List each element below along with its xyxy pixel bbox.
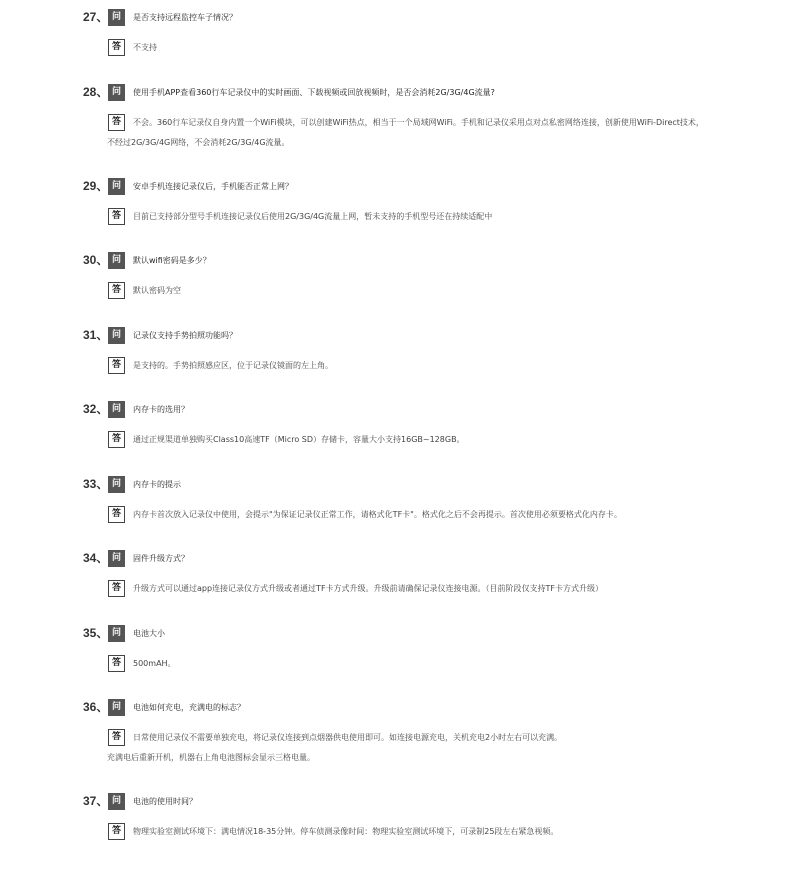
answer-text: 不会。360行车记录仪自身内置一个WiFi模块，可以创建WiFi热点，相当于一个局域网WiFi。手机和记录仪采用点对点私密网络连接，创新使用WiFi-Direct技术， [133, 118, 704, 127]
question-row [0, 476, 810, 494]
answer-badge-icon: 答 [108, 655, 125, 672]
question-badge-icon: 问 [108, 699, 125, 716]
answer-text: 目前已支持部分型号手机连接记录仪后使用2G/3G/4G流量上网，暂未支持的手机型号还在持续适配中 [133, 212, 493, 221]
question-row [0, 84, 810, 102]
question-badge-icon: 问 [108, 401, 125, 418]
question-text: 电池大小 [133, 629, 165, 638]
question-badge-icon: 问 [108, 550, 125, 567]
answer-badge-icon: 答 [108, 431, 125, 448]
question-row [0, 327, 810, 345]
answer-text: 日常使用记录仪不需要单独充电，将记录仪连接到点烟器供电使用即可。如连接电源充电，关机充电2小时左右可以充满。 [133, 733, 563, 742]
answer-text: 500mAH。 [133, 659, 176, 668]
question-row [0, 550, 810, 568]
question-row [0, 401, 810, 419]
question-number: 30、 [83, 253, 109, 267]
question-text: 使用手机APP查看360行车记录仪中的实时画面、下载视频或回放视频时，是否会消耗2G/3G/4G流量? [133, 88, 495, 97]
answer-badge-icon: 答 [108, 208, 125, 225]
question-text: 固件升级方式？ [133, 554, 189, 563]
question-text: 记录仪支持手势拍照功能吗？ [133, 331, 237, 340]
question-number: 33、 [83, 477, 109, 491]
question-badge-icon: 问 [108, 178, 125, 195]
question-text: 默认wifi密码是多少？ [133, 256, 211, 265]
question-number: 32、 [83, 402, 109, 416]
answer-text-continued: 充满电后重新开机，机器右上角电池图标会显示三格电量。 [107, 753, 315, 762]
question-number: 31、 [83, 328, 109, 342]
question-number: 37、 [83, 794, 109, 808]
question-badge-icon: 问 [108, 9, 125, 26]
question-badge-icon: 问 [108, 625, 125, 642]
question-text: 内存卡的选用？ [133, 405, 189, 414]
question-row [0, 9, 810, 27]
question-row [0, 699, 810, 717]
question-row [0, 625, 810, 643]
question-number: 35、 [83, 626, 109, 640]
answer-text: 是支持的。手势拍照感应区，位于记录仪镜面的左上角。 [133, 361, 333, 370]
answer-text-continued: 不经过2G/3G/4G网络，不会消耗2G/3G/4G流量。 [107, 138, 290, 147]
question-text: 电池的使用时间？ [133, 797, 197, 806]
answer-badge-icon: 答 [108, 114, 125, 131]
question-text: 安卓手机连接记录仪后，手机能否正常上网？ [133, 182, 293, 191]
question-text: 内存卡的提示 [133, 480, 181, 489]
question-text: 电池如何充电，充满电的标志？ [133, 703, 245, 712]
question-number: 34、 [83, 551, 109, 565]
question-number: 36、 [83, 700, 109, 714]
question-row [0, 793, 810, 811]
answer-text: 不支持 [133, 43, 157, 52]
answer-badge-icon: 答 [108, 39, 125, 56]
answer-badge-icon: 答 [108, 823, 125, 840]
answer-text: 物理实验室测试环境下：满电情况18-35分钟。停车侦测录像时间：物理实验室测试环境下，可录制25段左右紧急视频。 [133, 827, 559, 836]
answer-text: 内存卡首次放入记录仪中使用，会提示"为保证记录仪正常工作，请格式化TF卡"。格式化之后不会再提示。首次使用必须要格式化内存卡。 [133, 510, 622, 519]
question-badge-icon: 问 [108, 476, 125, 493]
question-number: 27、 [83, 10, 109, 24]
answer-badge-icon: 答 [108, 282, 125, 299]
answer-badge-icon: 答 [108, 357, 125, 374]
answer-badge-icon: 答 [108, 729, 125, 746]
answer-badge-icon: 答 [108, 506, 125, 523]
question-row [0, 178, 810, 196]
question-badge-icon: 问 [108, 84, 125, 101]
question-number: 29、 [83, 179, 109, 193]
answer-badge-icon: 答 [108, 580, 125, 597]
question-badge-icon: 问 [108, 252, 125, 269]
question-badge-icon: 问 [108, 327, 125, 344]
question-number: 28、 [83, 85, 109, 99]
question-row [0, 252, 810, 270]
question-text: 是否支持远程监控车子情况？ [133, 13, 237, 22]
question-badge-icon: 问 [108, 793, 125, 810]
answer-text: 默认密码为空 [133, 286, 181, 295]
answer-text: 升级方式可以通过app连接记录仪方式升级或者通过TF卡方式升级。升级前请确保记录仪连接电源。（目前阶段仅支持TF卡方式升级） [133, 584, 604, 593]
answer-text: 通过正规渠道单独购买Class10高速TF（Micro SD）存储卡，容量大小支持16GB~128GB。 [133, 435, 465, 444]
